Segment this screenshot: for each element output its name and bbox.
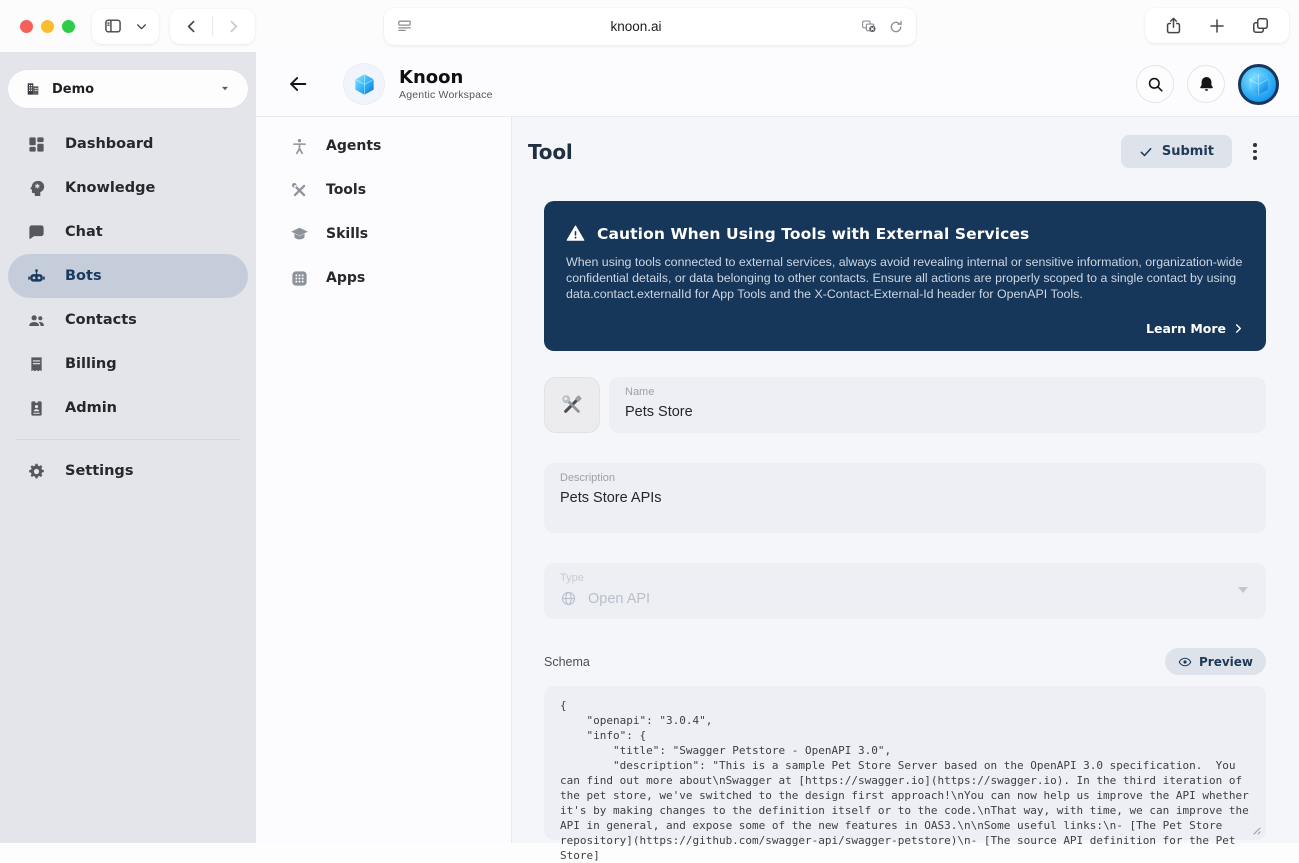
schema-label: Schema — [544, 654, 590, 669]
skills-icon — [290, 225, 309, 244]
reload-icon[interactable] — [888, 19, 904, 35]
back-icon[interactable] — [183, 18, 200, 35]
submit-button[interactable] — [1121, 135, 1232, 168]
sidebar-item-chat[interactable] — [8, 210, 248, 254]
sidebar-item-label: Billing — [65, 356, 117, 372]
sidebar-item-label: Tools — [326, 182, 367, 198]
name-field-value[interactable]: Pets Store — [625, 404, 693, 420]
page-title: Tool — [528, 139, 573, 164]
sidebar-item-label: Knowledge — [65, 180, 156, 196]
learn-more-label: Learn More — [1146, 321, 1226, 336]
schema-editor[interactable] — [544, 686, 1266, 862]
sidebar-item-billing[interactable] — [8, 342, 248, 386]
browser-chrome — [0, 0, 1299, 52]
type-field-value: Open API — [588, 590, 651, 607]
share-icon[interactable] — [1164, 16, 1183, 35]
workspace-selector[interactable] — [8, 70, 248, 108]
sidebar-item-apps[interactable] — [256, 256, 511, 300]
history-nav-group — [170, 9, 255, 44]
apps-icon — [290, 269, 309, 288]
description-field[interactable] — [544, 463, 1266, 533]
contacts-icon — [27, 311, 46, 330]
sidebar-item-label: Apps — [326, 270, 366, 286]
gear-icon — [27, 462, 46, 481]
minimize-window-button[interactable] — [41, 20, 54, 33]
description-field-value[interactable]: Pets Store APIs — [560, 490, 662, 506]
app-title: Knoon — [399, 66, 464, 88]
chevron-down-icon[interactable] — [135, 20, 148, 33]
workspace-name: Demo — [52, 81, 95, 97]
tab-overview-icon[interactable] — [1251, 16, 1270, 35]
type-field[interactable] — [544, 563, 1266, 619]
more-options-button[interactable] — [1244, 139, 1266, 165]
chevron-right-icon — [1233, 323, 1244, 334]
banner-title: Caution When Using Tools with External Services — [597, 224, 1030, 243]
admin-icon — [27, 399, 46, 418]
chevron-down-icon — [219, 83, 231, 95]
divider — [212, 16, 213, 36]
sidebar-item-label: Settings — [65, 463, 134, 479]
sidebar-item-dashboard[interactable] — [8, 122, 248, 166]
sidebar-item-settings[interactable] — [8, 449, 248, 493]
warning-icon — [566, 224, 585, 243]
sidebar-item-label: Dashboard — [65, 136, 154, 152]
tool-emoji-button[interactable] — [544, 377, 600, 433]
notifications-button[interactable] — [1187, 65, 1225, 103]
app-subtitle: Agentic Workspace — [399, 88, 493, 101]
sidebar-item-bots[interactable] — [8, 254, 248, 298]
globe-icon — [560, 590, 577, 607]
reader-view-icon[interactable] — [396, 18, 413, 35]
sidebar-item-agents[interactable] — [256, 124, 511, 168]
tools-icon — [290, 181, 309, 200]
resize-handle-icon[interactable] — [1251, 825, 1261, 835]
zoom-window-button[interactable] — [62, 20, 75, 33]
bell-icon — [1197, 75, 1216, 94]
banner-body: When using tools connected to external services, always avoid revealing internal or sensitive information, organization-wide confidential details, or data belonging to other contacts. Ensure all actions are properly scoped to a single contact by using data.contact.externalId for App Tools and the X-Contact-External-Id header for OpenAPI Tools. — [566, 255, 1243, 301]
billing-icon — [27, 355, 46, 374]
knoon-logo-icon — [344, 64, 384, 104]
close-window-button[interactable] — [20, 20, 33, 33]
learn-more-link[interactable] — [1146, 321, 1244, 336]
address-bar[interactable] — [384, 8, 916, 45]
building-icon — [25, 81, 41, 97]
sidebar-item-label: Contacts — [65, 312, 137, 328]
eye-icon — [1178, 655, 1192, 669]
schema-content[interactable]: { "openapi": "3.0.4", "info": { "title": "Swagger Petstore - OpenAPI 3.0", "description": "This is a sample Pet Store Server based on the OpenAPI 3.0 specification. You can find out more about\nSwagger at [https://swagger.io](https://swagger.io). In the third iteration of the pet store, we've switched to the design first approach!\nYou can now help us improve the API whether it's by making changes to the definition itself or to the code.\nThat way, with time, we can improve the API in general, and expose some of the new features in OAS3.\n\nSome useful links:\n- [The Pet Store repository](https://github.com/swagger-api/swagger-petstore)\n- [The source API definition for the Pet Store] — [560, 699, 1249, 862]
secondary-sidebar — [256, 117, 512, 843]
browser-sidebar-icon[interactable] — [103, 16, 123, 36]
caution-banner — [544, 201, 1266, 351]
back-button[interactable] — [284, 70, 312, 98]
search-icon — [1146, 75, 1165, 94]
submit-button-label: Submit — [1161, 144, 1214, 159]
sidebar-item-contacts[interactable] — [8, 298, 248, 342]
type-field-label: Type — [560, 572, 584, 584]
divider — [16, 439, 240, 440]
knowledge-icon — [27, 179, 46, 198]
sidebar-item-skills[interactable] — [256, 212, 511, 256]
check-icon — [1139, 145, 1153, 159]
privacy-badge-icon[interactable] — [860, 18, 878, 36]
browser-actions-group — [1145, 8, 1289, 43]
app-brand — [344, 64, 493, 104]
hammer-wrench-icon — [558, 391, 586, 419]
url-text[interactable]: knoon.ai — [610, 19, 662, 34]
name-field[interactable] — [609, 377, 1266, 433]
chevron-down-icon — [1238, 587, 1248, 593]
sidebar-toggle-group — [92, 9, 159, 44]
sidebar-item-label: Bots — [65, 268, 102, 284]
sidebar-item-tools[interactable] — [256, 168, 511, 212]
new-tab-icon[interactable] — [1208, 17, 1226, 35]
robot-icon — [27, 267, 46, 286]
sidebar-item-label: Chat — [65, 224, 103, 240]
description-field-label: Description — [560, 472, 616, 484]
search-button[interactable] — [1136, 65, 1174, 103]
preview-button-label: Preview — [1198, 654, 1253, 669]
sidebar-item-admin[interactable] — [8, 386, 248, 430]
user-avatar[interactable] — [1238, 64, 1279, 105]
agent-icon — [290, 137, 309, 156]
primary-sidebar — [0, 52, 256, 843]
preview-button[interactable] — [1165, 648, 1266, 675]
sidebar-item-label: Admin — [65, 400, 118, 416]
forward-icon[interactable] — [225, 18, 242, 35]
app-header — [256, 52, 1299, 117]
name-field-label: Name — [625, 386, 655, 398]
sidebar-item-label: Skills — [326, 226, 369, 242]
sidebar-item-knowledge[interactable] — [8, 166, 248, 210]
sidebar-item-label: Agents — [326, 138, 382, 154]
chat-icon — [27, 223, 46, 242]
dashboard-icon — [27, 135, 46, 154]
traffic-lights — [20, 20, 75, 33]
main-content — [512, 117, 1299, 862]
